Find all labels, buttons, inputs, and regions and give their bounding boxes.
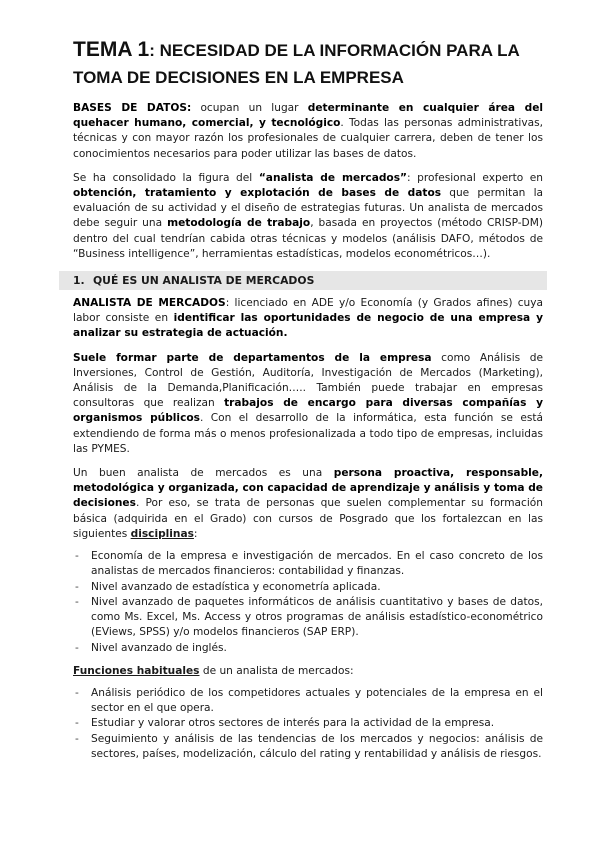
text: que permitan la evaluación de su actividad y el diseño de estrategias futuras. Un analista de mercados debe seguir una (73, 187, 544, 230)
text: . Por eso, se trata de personas que suelen complementar su formación básica (adquirida en el Grado) con cursos de Posgrado que los fortalezcan en las siguientes (73, 497, 543, 540)
paragraph-bases-de-datos (73, 101, 543, 162)
emphasis: “analista de mercados” (258, 171, 407, 184)
title-rest: : NECESIDAD DE LA INFORMACIÓN PARA LA TOMA DE DECISIONES EN LA EMPRESA (73, 41, 520, 87)
text: ocupan un lugar (191, 102, 308, 114)
paragraph-perfil (73, 466, 543, 542)
paragraph-funciones (73, 664, 543, 679)
term-disciplinas: disciplinas (130, 527, 194, 540)
text: : profesional experto en (406, 171, 544, 184)
emphasis: persona proactiva, responsable, metodológica y organizada, con capacidad de aprendizaje y análisis y toma de decisiones (73, 467, 543, 510)
list-item: - Nivel avanzado de inglés. (73, 641, 543, 656)
text: Se ha consolidado la figura del (73, 171, 259, 184)
term-analista: ANALISTA DE MERCADOS (73, 297, 226, 310)
emphasis: determinante en cualquier área del quehacer humano, comercial, y tecnológico (73, 102, 544, 130)
text: . Con el desarrollo de la informática, esta función se está extendiendo de forma más o menos profesionalizada a todo tipo de empresas, incluidas las PYMES. (73, 412, 543, 455)
list-disciplinas (73, 549, 543, 656)
list-item: - Análisis periódico de los competidores actuales y potenciales de la empresa en el sector en el que opera. (73, 686, 543, 716)
paragraph-analista-figura (73, 171, 543, 262)
list-funciones (73, 686, 543, 762)
text: : licenciado en ADE y/o Economía (y Grados afines) cuya labor consiste en (73, 297, 543, 325)
text: de un analista de mercados: (199, 664, 354, 677)
paragraph-departamentos (73, 351, 543, 457)
term-bases-de-datos: BASES DE DATOS: (73, 102, 192, 114)
term-funciones: Funciones habituales (73, 664, 200, 677)
emphasis: identificar las oportunidades de negocio de una empresa y analizar su estrategia de actuación. (73, 312, 543, 340)
emphasis: metodología de trabajo (167, 217, 311, 230)
section-heading-1 (59, 271, 547, 290)
list-item: - Economía de la empresa e investigación de mercados. En el caso concreto de los analistas de mercados financieros: contabilidad y finanzas. (73, 549, 543, 579)
section-label: QUÉ ES UN ANALISTA DE MERCADOS (93, 274, 315, 288)
document-title (73, 36, 543, 91)
emphasis: Suele formar parte de departamentos de la empresa (73, 351, 432, 364)
text: . Todas las personas administrativas, técnicas y con mayor razón los profesionales de cualquier carrera, deben de tener los conocimientos necesarios para poder utilizar las bases de datos. (73, 117, 543, 160)
title-tema-word: TEMA 1 (73, 38, 150, 61)
list-item: - Nivel avanzado de estadística y econometría aplicada. (73, 580, 543, 595)
list-item: - Nivel avanzado de paquetes informáticos de análisis cuantitativo y bases de datos, como Ms. Excel, Ms. Access y otros programas de análisis estadístico-econométrico (EViews, SPSS) y/o modelos financieros (SAP ERP). (73, 595, 543, 639)
text: como Análisis de Inversiones, Control de Gestión, Auditoría, Investigación de Mercados (Marketing), Análisis de la Demanda,Planificación….. También puede trabajar en empresas consultoras que realizan (73, 351, 543, 410)
list-item: - Estudiar y valorar otros sectores de interés para la actividad de la empresa. (73, 716, 543, 731)
document-page (73, 36, 543, 770)
text: : (193, 527, 198, 540)
text: , basada en proyectos (método CRISP-DM) dentro del cual tendrían cabida otras técnicas y modelos (análisis DAFO, métodos de “Business intelligence”, herramientas estadísticas, modelos econométricos…). (73, 217, 543, 260)
paragraph-definicion (73, 296, 543, 342)
emphasis: trabajos de encargo para diversas compañías y organismos públicos (73, 397, 544, 425)
text: Un buen analista de mercados es una (73, 467, 334, 480)
section-number: 1. (73, 274, 85, 288)
emphasis: obtención, tratamiento y explotación de bases de datos (73, 187, 442, 200)
list-item: - Seguimiento y análisis de las tendencias de los mercados y negocios: análisis de sectores, países, modelización, cálculo del rating y rentabilidad y análisis de riesgos. (73, 732, 543, 762)
